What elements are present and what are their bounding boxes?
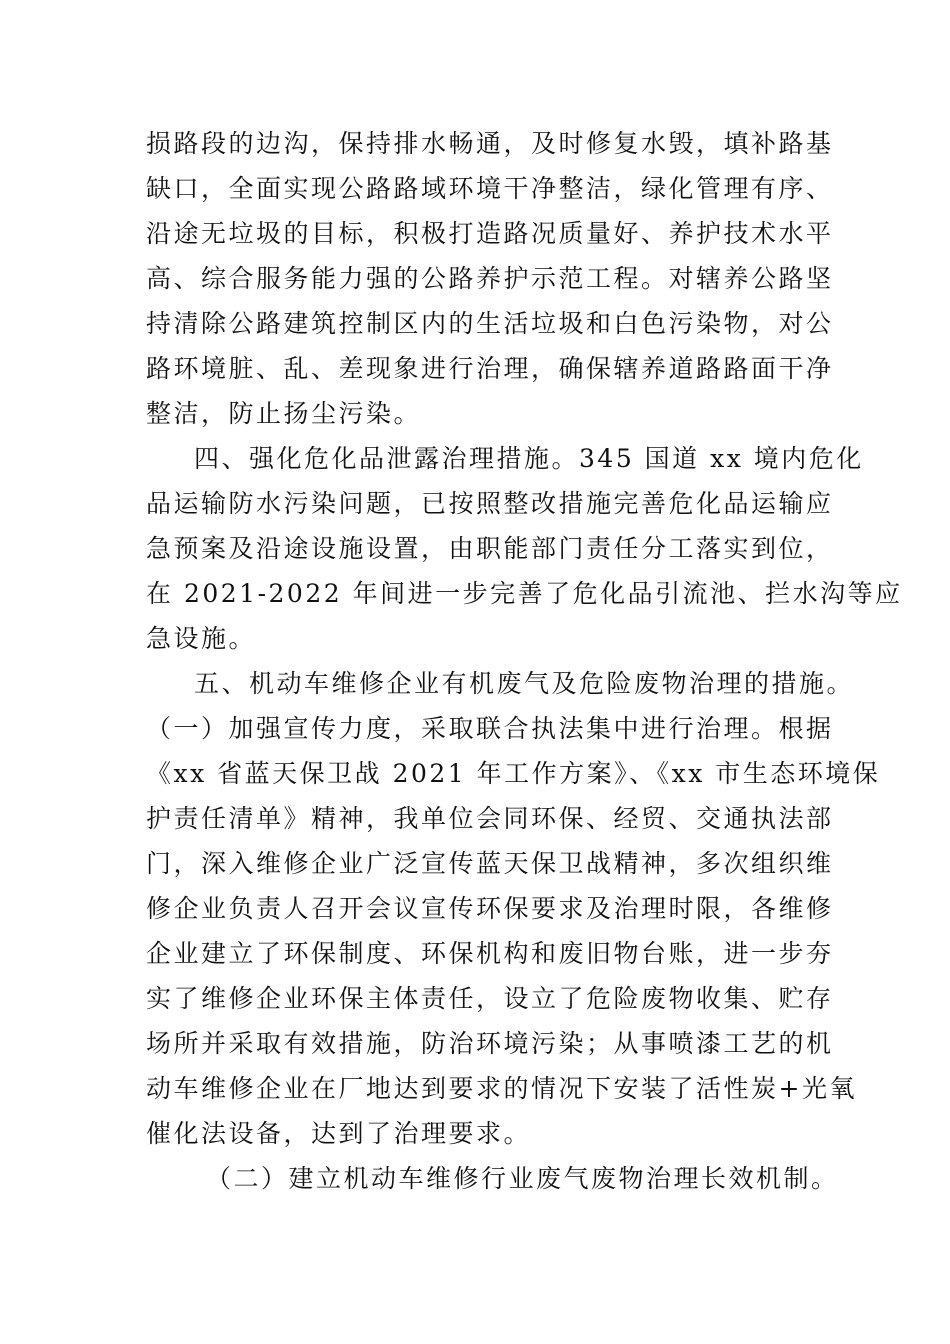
paragraph-2-line-3: 急预案及沿途设施设置，由职能部门责任分工落实到位， [146,534,834,563]
paragraph-1-line-4: 高、综合服务能力强的公路养护示范工程。对辖养公路坚 [146,264,834,293]
paragraph-1 [146,121,834,436]
paragraph-1-line-3: 沿途无垃圾的目标，积极打造路况质量好、养护技术水平 [146,219,834,248]
paragraph-2-line-2: 品运输防水污染问题，已按照整改措施完善危化品运输应 [146,489,834,518]
paragraph-3-line-4: 护责任清单》精神，我单位会同环保、经贸、交通执法部 [146,804,834,833]
paragraph-4 [146,1156,839,1201]
paragraph-3-line-1: 五、机动车维修企业有机废气及危险废物治理的措施。 [194,669,855,698]
paragraph-3-line-6: 修企业负责人召开会议宣传环保要求及治理时限，各维修 [146,894,834,923]
paragraph-2-line-1: 四、强化危化品泄露治理措施。345 国道 xx 境内危化 [194,444,864,473]
paragraph-3 [146,661,881,1156]
paragraph-2 [146,436,903,661]
paragraph-4-line-1: （二）建立机动车维修行业废气废物治理长效机制。 [206,1164,839,1193]
paragraph-3-line-5: 门，深入维修企业广泛宣传蓝天保卫战精神，多次组织维 [146,849,834,878]
paragraph-1-line-5: 持清除公路建筑控制区内的生活垃圾和白色污染物，对公 [146,309,834,338]
paragraph-3-line-2: （一）加强宣传力度，采取联合执法集中进行治理。根据 [146,714,834,743]
paragraph-1-line-6: 路环境脏、乱、差现象进行治理，确保辖养道路路面干净 [146,354,834,383]
paragraph-1-line-2: 缺口，全面实现公路路域环境干净整洁，绿化管理有序、 [146,174,834,203]
paragraph-3-line-11: 催化法设备，达到了治理要求。 [146,1119,532,1148]
paragraph-3-line-8: 实了维修企业环保主体责任，设立了危险废物收集、贮存 [146,984,834,1013]
paragraph-1-line-1: 损路段的边沟，保持排水畅通，及时修复水毁，填补路基 [146,129,834,158]
paragraph-3-line-10: 动车维修企业在厂地达到要求的情况下安装了活性炭+光氧 [146,1074,857,1103]
paragraph-3-line-9: 场所并采取有效措施，防治环境污染；从事喷漆工艺的机 [146,1029,834,1058]
paragraph-3-line-7: 企业建立了环保制度、环保机构和废旧物台账，进一步夯 [146,939,834,968]
paragraph-2-line-5: 急设施。 [146,624,257,653]
paragraph-1-line-7: 整洁，防止扬尘污染。 [146,399,422,428]
paragraph-2-line-4: 在 2021-2022 年间进一步完善了危化品引流池、拦水沟等应 [146,579,903,608]
paragraph-3-line-3: 《xx 省蓝天保卫战 2021 年工作方案》、《xx 市生态环境保 [146,759,881,788]
